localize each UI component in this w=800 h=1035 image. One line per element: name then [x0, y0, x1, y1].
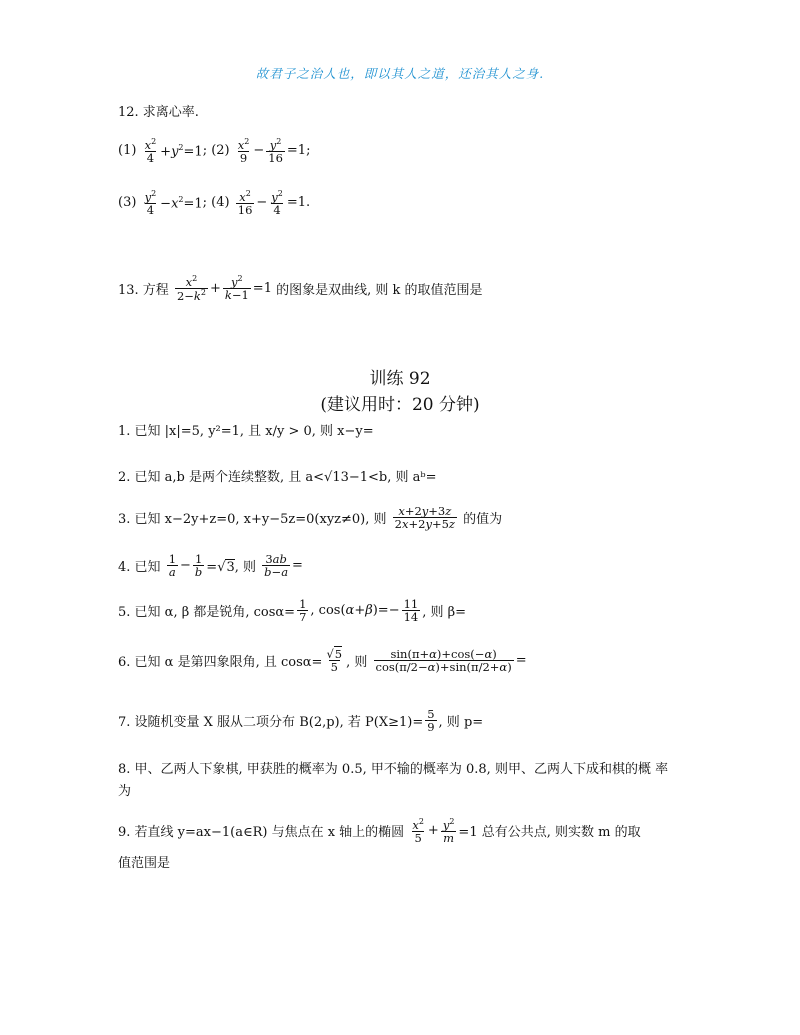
header-motto: 故君子之治人也，即以其人之道，还治其人之身. [255, 66, 545, 81]
q7-text: 7. 设随机变量 X 服从二项分布 B(2,p), 若 P(X≥1)= [118, 715, 424, 731]
fraction: $\frac{5}{9}$ [427, 707, 435, 735]
q12-part3-label: (3) [118, 195, 137, 211]
q6-prefix: 6. 已知 α 是第四象限角, 且 cosα= [118, 655, 323, 671]
q12-row1: (1) $\frac{x^2}{4}$ $+y^2=1$ ; (2) $\frac{x^2}{9}$ − $\frac{y^2}{16}$ =1; [118, 137, 311, 165]
fraction: $\frac{√5}{5}$ [326, 647, 343, 675]
fraction: $\frac{y^2}{4}$ [144, 189, 157, 217]
q5: 5. 已知 α, β 都是锐角, cosα= $\frac{1}{7}$ , cos(α+β)=− $\frac{11}{14}$ , 则 β= [118, 597, 467, 625]
q8-line1: 8. 甲、乙两人下象棋, 甲获胜的概率为 0.5, 甲不输的概率为 0.8, 则甲、乙两人下成和棋的概 率 [118, 762, 669, 777]
q3-prefix: 3. 已知 x−2y+z=0, x+y−5z=0(xyz≠0), 则 [118, 512, 387, 528]
fraction: $\frac{y^2}{m}$ [442, 817, 455, 845]
q9-suffix: =1 总有公共点, 则实数 m 的取 [458, 825, 641, 841]
fraction: $\frac{x+2y+3z}{2x+2y+5z}$ [394, 504, 455, 532]
q4: 4. 已知 $\frac{1}{a}$ − $\frac{1}{b}$ =√3, 则 $\frac{3ab}{b-a}$ = [118, 552, 303, 580]
fraction: $\frac{\sin(\pi+\alpha)+\cos(-\alpha)}{\cos(\pi/2-\alpha)+\sin(\pi/2+\alpha)}$ [375, 647, 512, 675]
q9: 9. 若直线 y=ax−1(a∈R) 与焦点在 x 轴上的椭圆 $\frac{x^2}{5}$ + $\frac{y^2}{m}$ =1 总有公共点, 则实数 m 的取 [118, 817, 641, 845]
q1 [118, 420, 374, 439]
fraction: $\frac{x^2}{5}$ [412, 817, 424, 845]
q12-title: 12. 求离心率. [118, 105, 199, 120]
fraction: $\frac{11}{14}$ [403, 597, 419, 625]
fraction: $\frac{3ab}{b-a}$ [264, 552, 289, 580]
q12-part1-label: (1) [118, 143, 137, 159]
q7 [118, 708, 483, 733]
q13-prefix: 13. 方程 [118, 282, 169, 298]
fraction: $\frac{y^2}{16}$ [268, 137, 283, 165]
q8 [118, 759, 678, 803]
q5-prefix: 5. 已知 α, β 都是锐角, cosα= [118, 605, 296, 621]
fraction: $\frac{1}{7}$ [299, 597, 307, 625]
q2 [118, 466, 437, 485]
q12-part4-label: ; (4) [202, 195, 230, 211]
q4-prefix: 4. 已知 [118, 560, 161, 576]
q3 [118, 505, 502, 530]
q5-suffix: , 则 β= [422, 605, 467, 621]
q3-suffix: 的值为 [463, 512, 503, 528]
q13: 13. 方程 $\frac{x^2}{2-k^2}$ + $\frac{y^2}{k-1}$ =1 的图象是双曲线, 则 k 的取值范围是 [118, 274, 483, 303]
fraction: $\frac{1}{b}$ [194, 552, 203, 580]
section-subtitle: (建议用时：20 分钟) [320, 395, 480, 415]
fraction: $\frac{y^2}{k-1}$ [224, 274, 249, 303]
section-title: 训练 92 [369, 369, 431, 389]
q9-prefix: 9. 若直线 y=ax−1(a∈R) 与焦点在 x 轴上的椭圆 [118, 825, 405, 841]
fraction: $\frac{1}{a}$ [168, 552, 177, 580]
q6: 6. 已知 α 是第四象限角, 且 cosα= $\frac{√5}{5}$ , 则 $\frac{\sin(\pi+\alpha)+\cos(-\alpha)}{\cos(\pi/2-\alpha)+\sin(\pi/2+\alpha)}$ = [118, 647, 527, 675]
q1-text: 1. 已知 |x|=5, y²=1, 且 x/y > 0, 则 x−y= [118, 424, 374, 439]
fraction: $\frac{x^2}{4}$ [144, 137, 157, 165]
q2-text: 2. 已知 a,b 是两个连续整数, 且 a<√13−1<b, 则 aᵇ= [118, 470, 437, 485]
q12-row2: (3) $\frac{y^2}{4}$ $-x^2=1$ ; (4) $\frac{x^2}{16}$ − $\frac{y^2}{4}$ =1. [118, 189, 311, 217]
fraction: $\frac{y^2}{4}$ [271, 189, 283, 217]
q7-suffix: , 则 p= [438, 715, 484, 731]
q6-suffix: = [515, 653, 527, 669]
fraction: $\frac{x^2}{16}$ [237, 189, 253, 217]
q12-part2-label: ; (2) [202, 143, 230, 159]
q13-suffix: 的图象是双曲线, 则 k 的取值范围是 [276, 282, 483, 298]
fraction: $\frac{x^2}{2-k^2}$ [176, 274, 206, 303]
q9-line2: 值范围是 [118, 856, 171, 871]
fraction: $\frac{x^2}{9}$ [237, 137, 250, 165]
q8-line2: 为 [118, 784, 132, 799]
